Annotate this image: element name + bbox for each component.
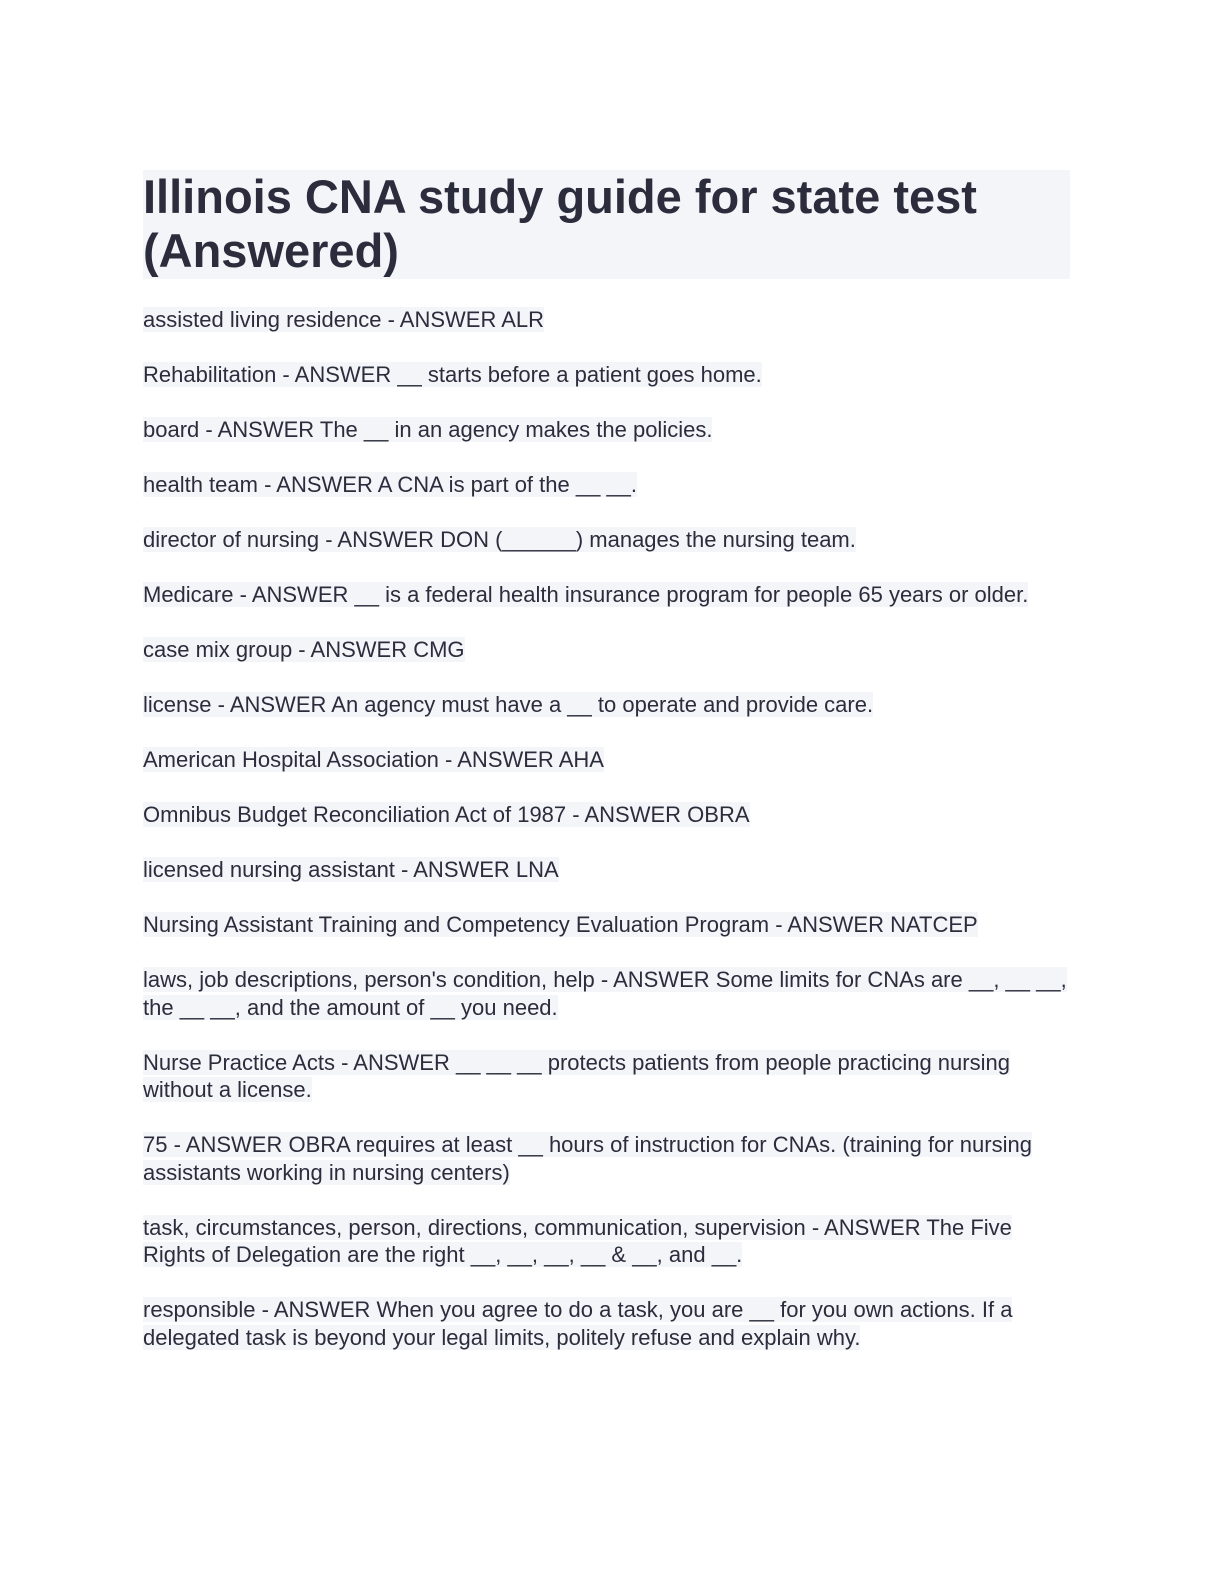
list-item <box>143 746 1070 774</box>
list-item <box>143 801 1070 829</box>
list-item <box>143 1131 1070 1186</box>
entry-text: health team - ANSWER A CNA is part of the __ __. <box>143 472 638 497</box>
document-title: Illinois CNA study guide for state test (Answered) <box>143 170 977 277</box>
entry-text: assisted living residence - ANSWER ALR <box>143 307 545 332</box>
list-item <box>143 581 1070 609</box>
entry-text: board - ANSWER The __ in an agency makes the policies. <box>143 417 713 442</box>
entry-text: Rehabilitation - ANSWER __ starts before a patient goes home. <box>143 362 762 387</box>
list-item <box>143 1296 1070 1351</box>
title-block <box>143 170 1070 279</box>
entry-text: director of nursing - ANSWER DON (______) manages the nursing team. <box>143 527 856 552</box>
document-page <box>143 170 1070 1379</box>
entry-text: American Hospital Association - ANSWER AHA <box>143 747 604 772</box>
entry-text: Nursing Assistant Training and Competency Evaluation Program - ANSWER NATCEP <box>143 912 978 937</box>
entry-text: responsible - ANSWER When you agree to do a task, you are __ for you own actions. If a delegated task is beyond your legal limits, politely refuse and explain why. <box>143 1297 1013 1350</box>
list-item <box>143 1214 1070 1269</box>
entry-text: Nurse Practice Acts - ANSWER __ __ __ protects patients from people practicing nursing without a license. <box>143 1049 1010 1102</box>
list-item <box>143 691 1070 719</box>
entry-list <box>143 306 1070 1351</box>
entry-text: license - ANSWER An agency must have a __ to operate and provide care. <box>143 692 874 717</box>
list-item <box>143 911 1070 939</box>
list-item <box>143 306 1070 334</box>
entry-text: case mix group - ANSWER CMG <box>143 637 465 662</box>
list-item <box>143 416 1070 444</box>
entry-text: licensed nursing assistant - ANSWER LNA <box>143 857 559 882</box>
entry-text: Omnibus Budget Reconciliation Act of 1987 - ANSWER OBRA <box>143 802 750 827</box>
entry-text: 75 - ANSWER OBRA requires at least __ hours of instruction for CNAs. (training for nursing assistants working in nursing centers) <box>143 1132 1032 1185</box>
list-item <box>143 966 1070 1021</box>
list-item <box>143 1049 1070 1104</box>
list-item <box>143 856 1070 884</box>
entry-text: laws, job descriptions, person's condition, help - ANSWER Some limits for CNAs are __, __ __, the __ __, and the amount of __ you need. <box>143 967 1067 1020</box>
entry-text: Medicare - ANSWER __ is a federal health insurance program for people 65 years or older. <box>143 582 1029 607</box>
list-item <box>143 526 1070 554</box>
list-item <box>143 361 1070 389</box>
list-item <box>143 471 1070 499</box>
list-item <box>143 636 1070 664</box>
entry-text: task, circumstances, person, directions, communication, supervision - ANSWER The Five Rights of Delegation are the right __, __, __, __ & __, and __. <box>143 1214 1012 1267</box>
